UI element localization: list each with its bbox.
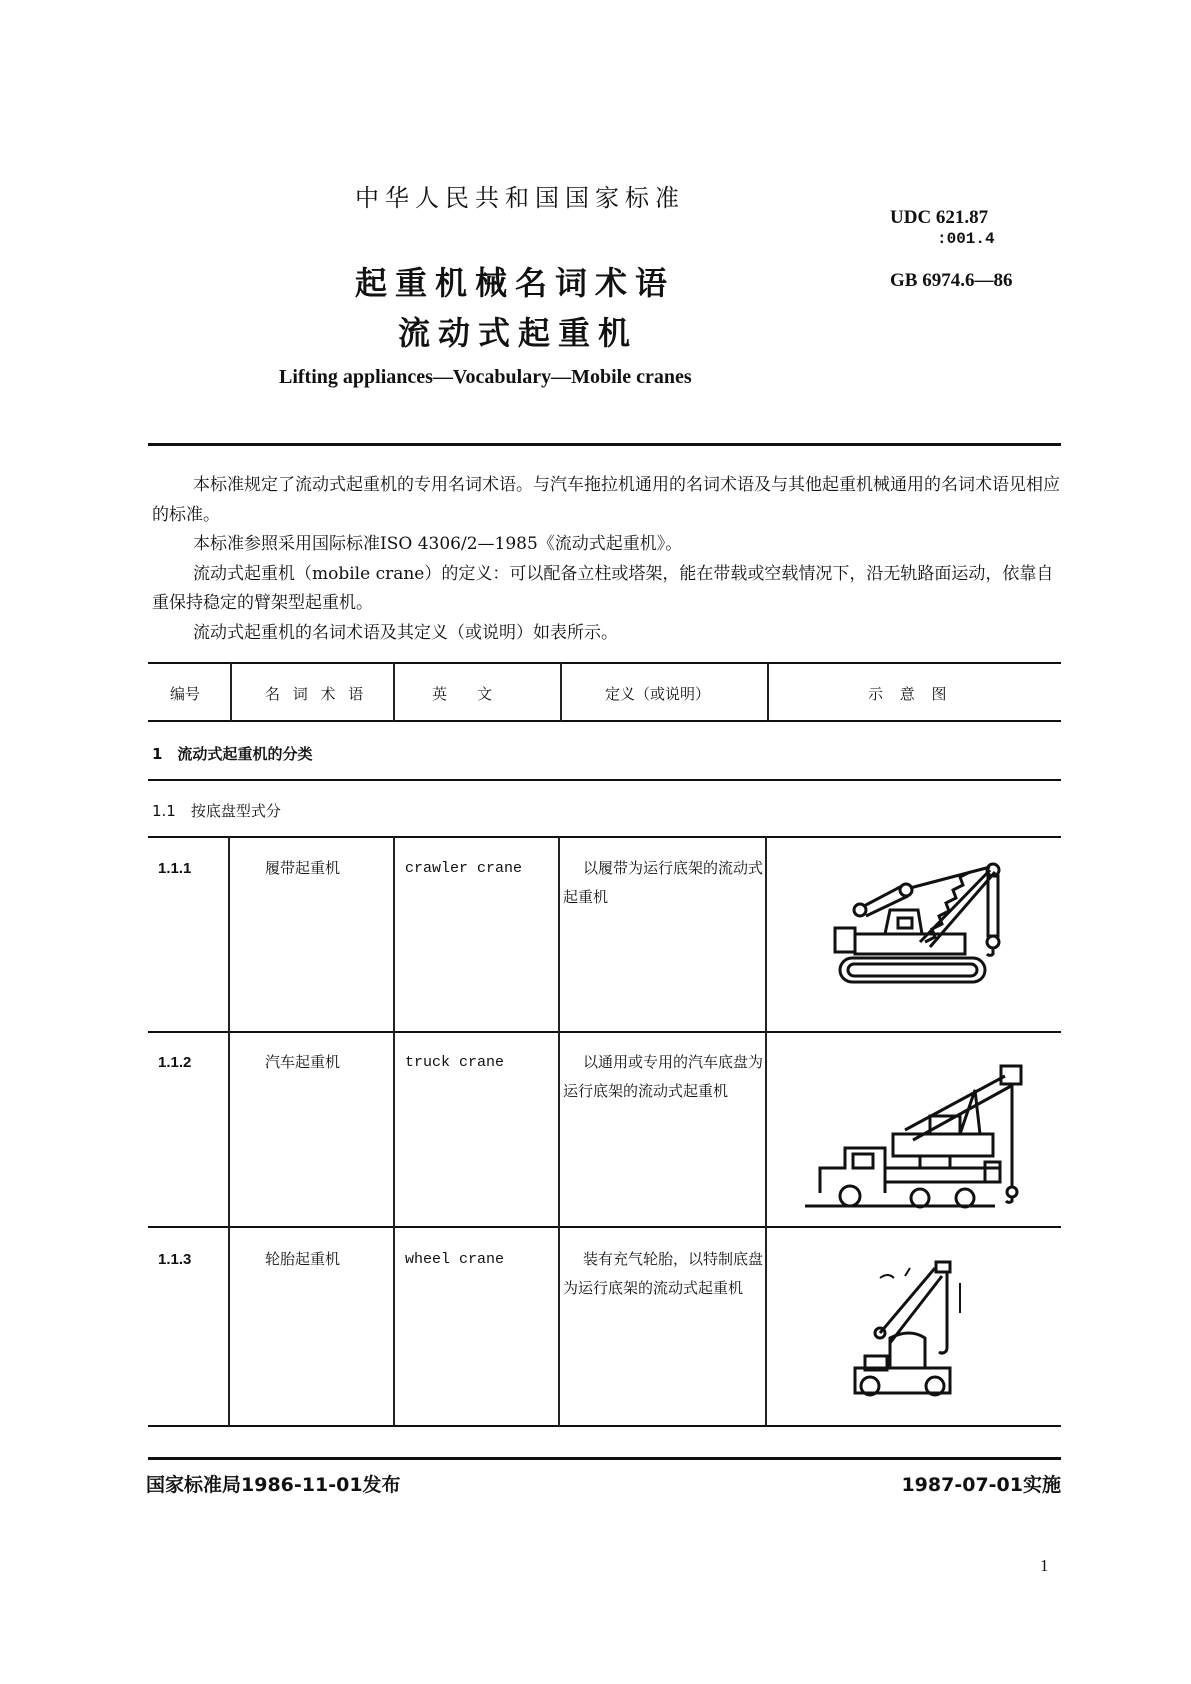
term-name: 汽车起重机 xyxy=(265,1053,341,1071)
nation-standard-label: 中华人民共和国国家标准 xyxy=(355,184,685,212)
footer-rule xyxy=(148,1457,1061,1460)
udc-code-continued: :001.4 xyxy=(937,230,995,248)
gb-number: GB 6974.6—86 xyxy=(890,270,1013,291)
term-english: crawler crane xyxy=(405,860,523,877)
term-english: truck crane xyxy=(405,1054,505,1071)
english-title: Lifting appliances—Vocabulary—Mobile cranes xyxy=(279,366,692,388)
wheel-crane-icon xyxy=(850,1258,980,1403)
term-id: 1.1.2 xyxy=(158,1054,192,1071)
document-subtitle: 流动式起重机 xyxy=(398,314,639,352)
header-figure: 示 意 图 xyxy=(868,685,953,703)
intro-paragraph: 流动式起重机的名词术语及其定义（或说明）如表所示。 xyxy=(193,622,618,643)
intro-paragraph: 本标准参照采用国际标准ISO 4306/2—1985《流动式起重机》。 xyxy=(193,534,683,554)
term-name: 履带起重机 xyxy=(265,859,341,877)
header-id: 编号 xyxy=(170,685,201,703)
section-heading: 1 流动式起重机的分类 xyxy=(152,745,313,763)
row-rule xyxy=(148,1031,1061,1033)
intro-text xyxy=(152,471,1064,648)
page-number: 1 xyxy=(1040,1556,1049,1575)
header-divider xyxy=(148,443,1061,446)
effective-date: 1987-07-01实施 xyxy=(901,1474,1061,1496)
truck-crane-icon xyxy=(805,1058,1025,1213)
issue-date: 国家标准局1986-11-01发布 xyxy=(146,1474,401,1496)
section-rule xyxy=(148,779,1061,781)
intro-paragraph: 流动式起重机（mobile crane）的定义：可以配备立柱或塔架，能在带载或空载情况下，沿无轨路面运动，依靠自重保持稳定的臂架型起重机。 xyxy=(152,563,1054,613)
document-title: 起重机械名词术语 xyxy=(355,264,676,302)
header-term: 名 词 术 语 xyxy=(265,685,368,703)
term-definition: 以通用或专用的汽车底盘为运行底架的流动式起重机 xyxy=(563,1053,764,1100)
subsection-rule xyxy=(148,836,1061,838)
table-header-rule xyxy=(148,720,1061,722)
row-rule xyxy=(148,1226,1061,1228)
term-definition: 装有充气轮胎，以特制底盘为运行底架的流动式起重机 xyxy=(563,1250,764,1297)
term-id: 1.1.1 xyxy=(158,860,192,877)
table-bottom-rule xyxy=(148,1425,1061,1427)
crawler-crane-icon xyxy=(830,862,1010,1012)
term-definition: 以履带为运行底架的流动式起重机 xyxy=(563,859,764,906)
term-english: wheel crane xyxy=(405,1251,505,1268)
header-english: 英 文 xyxy=(432,685,493,703)
intro-paragraph: 本标准规定了流动式起重机的专用名词术语。与汽车拖拉机通用的名词术语及与其他起重机械通用的名词术语见相应的标准。 xyxy=(152,475,1060,525)
table-top-rule xyxy=(148,662,1061,664)
udc-code: UDC 621.87 xyxy=(890,207,989,228)
subsection-heading: 1.1 按底盘型式分 xyxy=(152,802,281,820)
term-name: 轮胎起重机 xyxy=(265,1250,341,1268)
term-id: 1.1.3 xyxy=(158,1251,192,1268)
header-definition: 定义（或说明） xyxy=(605,685,711,703)
